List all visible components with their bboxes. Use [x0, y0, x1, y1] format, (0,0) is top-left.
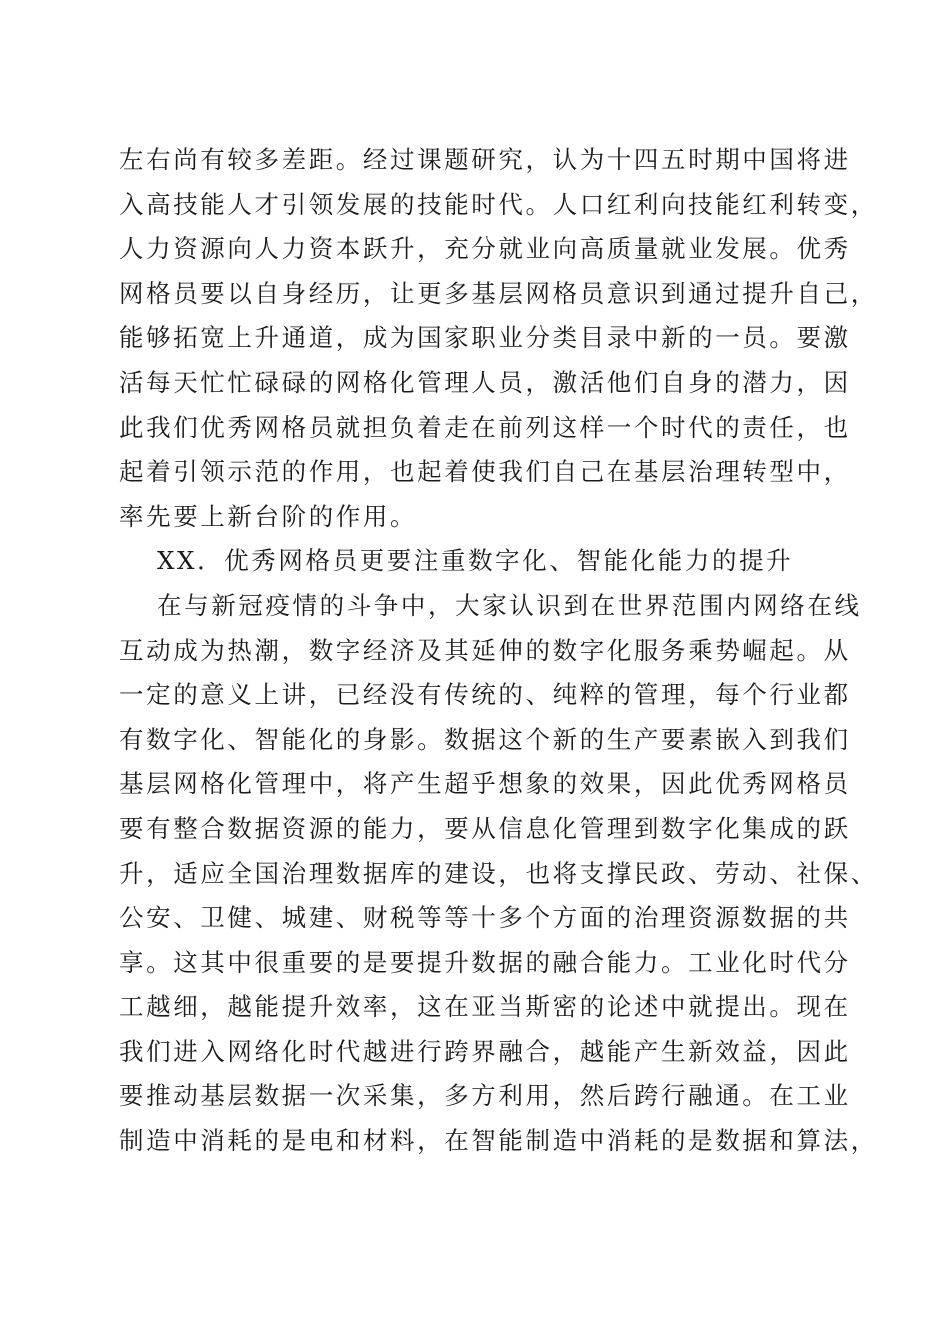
- text-line: 我们进入网络化时代越进行跨界融合，越能产生新效益，因此: [119, 1036, 851, 1066]
- text-line: 此我们优秀网格员就担负着走在前列这样一个时代的责任，也: [119, 412, 851, 442]
- text-line: 基层网格化管理中，将产生超乎想象的效果，因此优秀网格员: [119, 769, 851, 799]
- text-line: 升，适应全国治理数据库的建设，也将支撑民政、劳动、社保、: [119, 858, 878, 888]
- paragraph-first-line: 在与新冠疫情的斗争中，大家认识到在世界范围内网络在线: [157, 590, 862, 620]
- text-line: 左右尚有较多差距。经过课题研究，认为十四五时期中国将进: [119, 145, 851, 174]
- text-line: 制造中消耗的是电和材料，在智能制造中消耗的是数据和算法，: [119, 1126, 878, 1156]
- text-line: 工越细，越能提升效率，这在亚当斯密的论述中就提出。现在: [119, 992, 851, 1022]
- text-line: 享。这其中很重要的是要提升数据的融合能力。工业化时代分: [119, 947, 851, 977]
- text-line: 互动成为热潮，数字经济及其延伸的数字化服务乘势崛起。从: [119, 635, 851, 665]
- text-line: 率先要上新台阶的作用。: [119, 501, 418, 531]
- text-line: 要推动基层数据一次采集，多方利用，然后跨行融通。在工业: [119, 1081, 851, 1111]
- text-line: 公安、卫健、城建、财税等等十多个方面的治理资源数据的共: [119, 903, 851, 933]
- section-heading: XX．优秀网格员更要注重数字化、智能化能力的提升: [157, 546, 794, 576]
- text-line: 能够拓宽上升通道，成为国家职业分类目录中新的一员。要激: [119, 323, 851, 353]
- text-line: 要有整合数据资源的能力，要从信息化管理到数字化集成的跃: [119, 813, 851, 843]
- text-line: 一定的意义上讲，已经没有传统的、纯粹的管理，每个行业都: [119, 680, 851, 710]
- text-line: 入高技能人才引领发展的技能时代。人口红利向技能红利转变，: [119, 189, 878, 219]
- body-text: [119, 138, 878, 1164]
- text-line: 有数字化、智能化的身影。数据这个新的生产要素嵌入到我们: [119, 724, 851, 754]
- text-line: 人力资源向人力资本跃升，充分就业向高质量就业发展。优秀: [119, 234, 851, 264]
- text-line: 网格员要以自身经历，让更多基层网格员意识到通过提升自己，: [119, 278, 878, 308]
- text-line: 活每天忙忙碌碌的网格化管理人员，激活他们自身的潜力，因: [119, 367, 851, 397]
- text-line: 起着引领示范的作用，也起着使我们自己在基层治理转型中，: [119, 457, 851, 487]
